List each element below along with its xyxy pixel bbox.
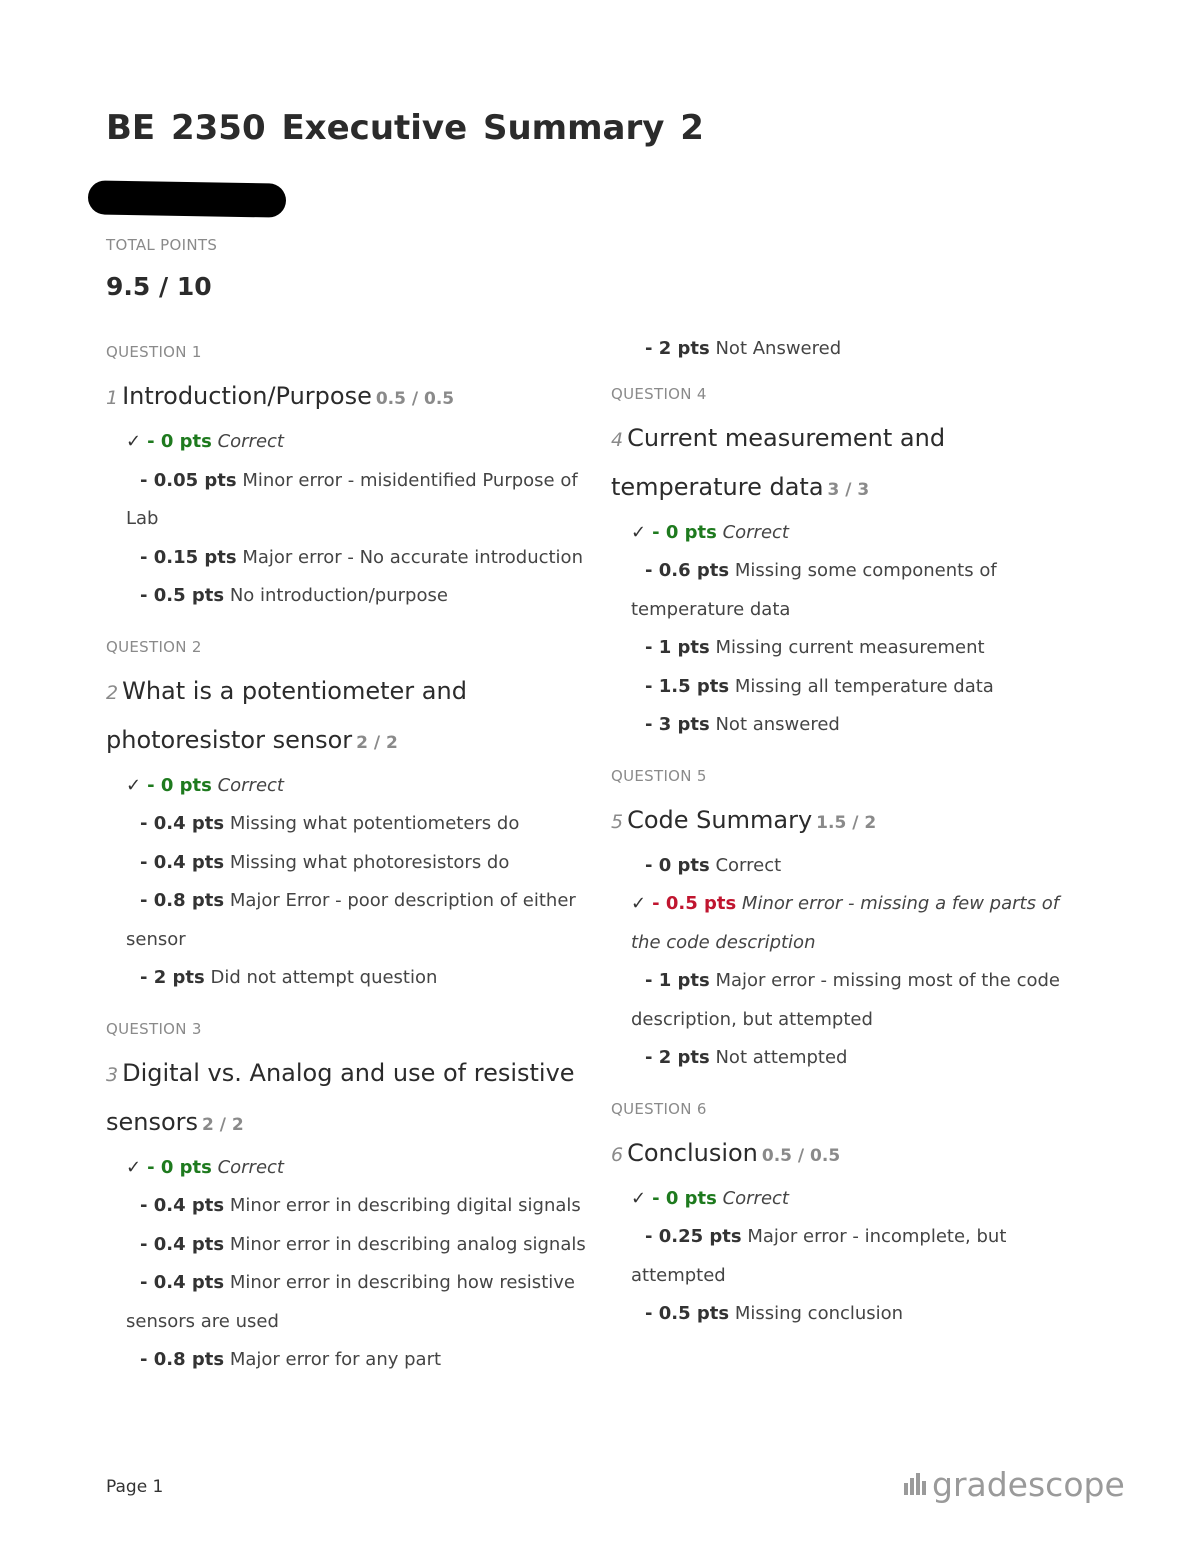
- rubric-item-applied: [611, 885, 1091, 962]
- question-title: [106, 1050, 596, 1149]
- rubric-points: - 0.15 pts: [140, 546, 237, 568]
- question-title-text: Code Summary: [627, 805, 813, 834]
- question-title: [611, 415, 1091, 514]
- question-score: 2 / 2: [202, 1114, 244, 1135]
- question-title-text: What is a potentiometer and photoresistor sensor: [106, 676, 467, 754]
- question-label: QUESTION 4: [611, 384, 707, 403]
- rubric-description: Major error - incomplete, but attempted: [631, 1226, 1007, 1286]
- rubric-points: - 2 pts: [645, 338, 710, 359]
- question-label: QUESTION 2: [106, 637, 202, 656]
- check-icon: ✓: [126, 431, 142, 452]
- question-number: 5: [611, 810, 624, 833]
- rubric-points: - 0.6 pts: [645, 560, 730, 581]
- rubric-points: - 0.4 pts: [140, 1195, 225, 1216]
- rubric-description: Missing some components of temperature data: [631, 560, 997, 620]
- brand-name: gradescope: [932, 1464, 1125, 1504]
- rubric-points: - 0.8 pts: [140, 890, 225, 911]
- rubric-item: [106, 539, 596, 578]
- question-score: 1.5 / 2: [816, 812, 877, 833]
- question-label: QUESTION 1: [106, 343, 202, 361]
- rubric-points: - 0.8 pts: [140, 1349, 225, 1370]
- rubric-item: [611, 1218, 1091, 1295]
- total-points-value: 9.5 / 10: [106, 272, 212, 301]
- rubric-item: [106, 882, 596, 959]
- question-number: 4: [611, 428, 624, 451]
- question-title-text: Introduction/Purpose: [122, 382, 372, 410]
- rubric-item: [106, 805, 596, 844]
- rubric-item: [106, 1187, 596, 1226]
- rubric-item: [106, 1226, 596, 1265]
- rubric-points: - 0.5 pts: [140, 585, 225, 606]
- rubric-item: [611, 1295, 1091, 1334]
- document-title: BE 2350 Executive Summary 2: [106, 108, 704, 148]
- rubric-points: - 0.25 pts: [645, 1226, 742, 1247]
- question-2: [106, 638, 596, 998]
- question-label: QUESTION 3: [106, 1019, 202, 1038]
- rubric-item-applied: [611, 1180, 1091, 1219]
- rubric-points: - 1 pts: [645, 970, 710, 991]
- rubric-description: Correct: [722, 1187, 789, 1209]
- rubric-description: Did not attempt question: [210, 967, 438, 988]
- rubric-item: [611, 706, 1091, 745]
- rubric-points: - 0.4 pts: [140, 1272, 225, 1293]
- check-icon: ✓: [126, 1156, 142, 1178]
- rubric-description: Minor error in describing digital signals: [229, 1195, 581, 1216]
- rubric-description: Missing current measurement: [715, 637, 985, 658]
- rubric-item: [611, 847, 1091, 886]
- question-number: 2: [106, 681, 119, 704]
- rubric-description: Minor error in describing analog signals: [229, 1233, 586, 1255]
- rubric-description: Not answered: [715, 714, 840, 735]
- rubric-description: Major error - No accurate introduction: [242, 546, 583, 568]
- question-title: [611, 1130, 1091, 1180]
- rubric-description: Minor error in describing how resistive sensors are used: [126, 1272, 575, 1332]
- rubric-points: - 0.5 pts: [645, 1303, 730, 1324]
- rubric-description: Missing what potentiometers do: [229, 813, 520, 834]
- rubric-description: Missing all temperature data: [734, 675, 994, 697]
- question-title: [106, 373, 596, 423]
- question-title-text: Digital vs. Analog and use of resistive sensors: [106, 1058, 575, 1136]
- question-number: 3: [106, 1063, 119, 1086]
- gradescope-logo: [904, 1462, 1125, 1506]
- rubric-points: - 0 pts: [147, 774, 212, 796]
- question-4: [611, 385, 1091, 745]
- question-3-continued: [611, 330, 1091, 369]
- rubric-item: [106, 1341, 596, 1380]
- rubric-item: [611, 330, 1091, 369]
- question-5: [611, 767, 1091, 1078]
- rubric-description: Correct: [217, 774, 284, 796]
- rubric-item-applied: [106, 1149, 596, 1188]
- question-score: 0.5 / 0.5: [375, 389, 455, 409]
- question-label: QUESTION 5: [611, 766, 707, 785]
- question-title-text: Current measurement and temperature data: [611, 423, 946, 501]
- question-number: 6: [611, 1143, 624, 1166]
- rubric-item: [106, 959, 596, 998]
- rubric-points: - 2 pts: [140, 967, 205, 988]
- question-score: 0.5 / 0.5: [761, 1145, 841, 1166]
- rubric-description: Not Answered: [715, 338, 842, 359]
- left-column: [106, 343, 596, 1402]
- rubric-description: Major error for any part: [229, 1349, 442, 1370]
- question-1: [106, 343, 596, 616]
- rubric-points: - 0.05 pts: [140, 469, 237, 491]
- check-icon: ✓: [126, 774, 142, 796]
- rubric-item-applied: [106, 767, 596, 806]
- redacted-name: [88, 180, 287, 217]
- rubric-points: - 0.5 pts: [652, 893, 737, 914]
- rubric-points: - 0 pts: [652, 521, 717, 543]
- rubric-description: Minor error - missing a few parts of the code description: [631, 893, 1060, 953]
- rubric-item-applied: [611, 514, 1091, 553]
- rubric-item: [611, 962, 1091, 1039]
- question-score: 3 / 3: [827, 479, 870, 500]
- bar-chart-icon: [904, 1473, 928, 1495]
- rubric-points: - 2 pts: [645, 1047, 710, 1068]
- rubric-item: [611, 668, 1091, 707]
- rubric-description: Correct: [217, 431, 284, 452]
- rubric-item: [611, 1039, 1091, 1078]
- rubric-points: - 1 pts: [645, 637, 710, 658]
- rubric-points: - 0 pts: [147, 1156, 212, 1178]
- question-label: QUESTION 6: [611, 1099, 707, 1118]
- rubric-points: - 0.4 pts: [140, 1233, 225, 1255]
- rubric-points: - 0 pts: [147, 431, 212, 452]
- question-title-text: Conclusion: [627, 1138, 758, 1167]
- question-6: [611, 1100, 1091, 1334]
- rubric-item: [611, 552, 1091, 629]
- rubric-item-applied: [106, 423, 596, 462]
- check-icon: ✓: [631, 521, 647, 543]
- rubric-description: No introduction/purpose: [229, 585, 448, 606]
- rubric-description: Not attempted: [715, 1047, 848, 1068]
- rubric-description: Correct: [722, 521, 789, 543]
- rubric-points: - 0 pts: [645, 854, 710, 876]
- rubric-description: Major Error - poor description of either sensor: [126, 890, 576, 950]
- rubric-item: [106, 1264, 596, 1341]
- rubric-points: - 0 pts: [652, 1187, 717, 1209]
- rubric-description: Major error - missing most of the code description, but attempted: [631, 970, 1060, 1030]
- question-title: [611, 797, 1091, 847]
- question-3: [106, 1020, 596, 1380]
- question-number: 1: [106, 387, 119, 409]
- rubric-points: - 0.4 pts: [140, 813, 225, 834]
- rubric-description: Missing what photoresistors do: [229, 851, 510, 873]
- rubric-description: Correct: [217, 1156, 284, 1178]
- total-points-label: TOTAL POINTS: [106, 236, 218, 254]
- check-icon: ✓: [631, 1187, 647, 1209]
- question-title: [106, 668, 596, 767]
- check-icon: ✓: [631, 893, 647, 914]
- right-column: [611, 330, 1091, 1356]
- rubric-item: [106, 577, 596, 616]
- rubric-item: [106, 462, 596, 539]
- rubric-points: - 0.4 pts: [140, 851, 225, 873]
- rubric-description: Correct: [715, 854, 782, 876]
- rubric-points: - 3 pts: [645, 714, 710, 735]
- page-number: Page 1: [106, 1477, 164, 1497]
- rubric-description: Minor error - misidentified Purpose of Lab: [126, 469, 578, 529]
- rubric-points: - 1.5 pts: [645, 675, 730, 697]
- rubric-item: [106, 844, 596, 883]
- question-score: 2 / 2: [356, 732, 398, 753]
- rubric-description: Missing conclusion: [734, 1303, 904, 1324]
- rubric-item: [611, 629, 1091, 668]
